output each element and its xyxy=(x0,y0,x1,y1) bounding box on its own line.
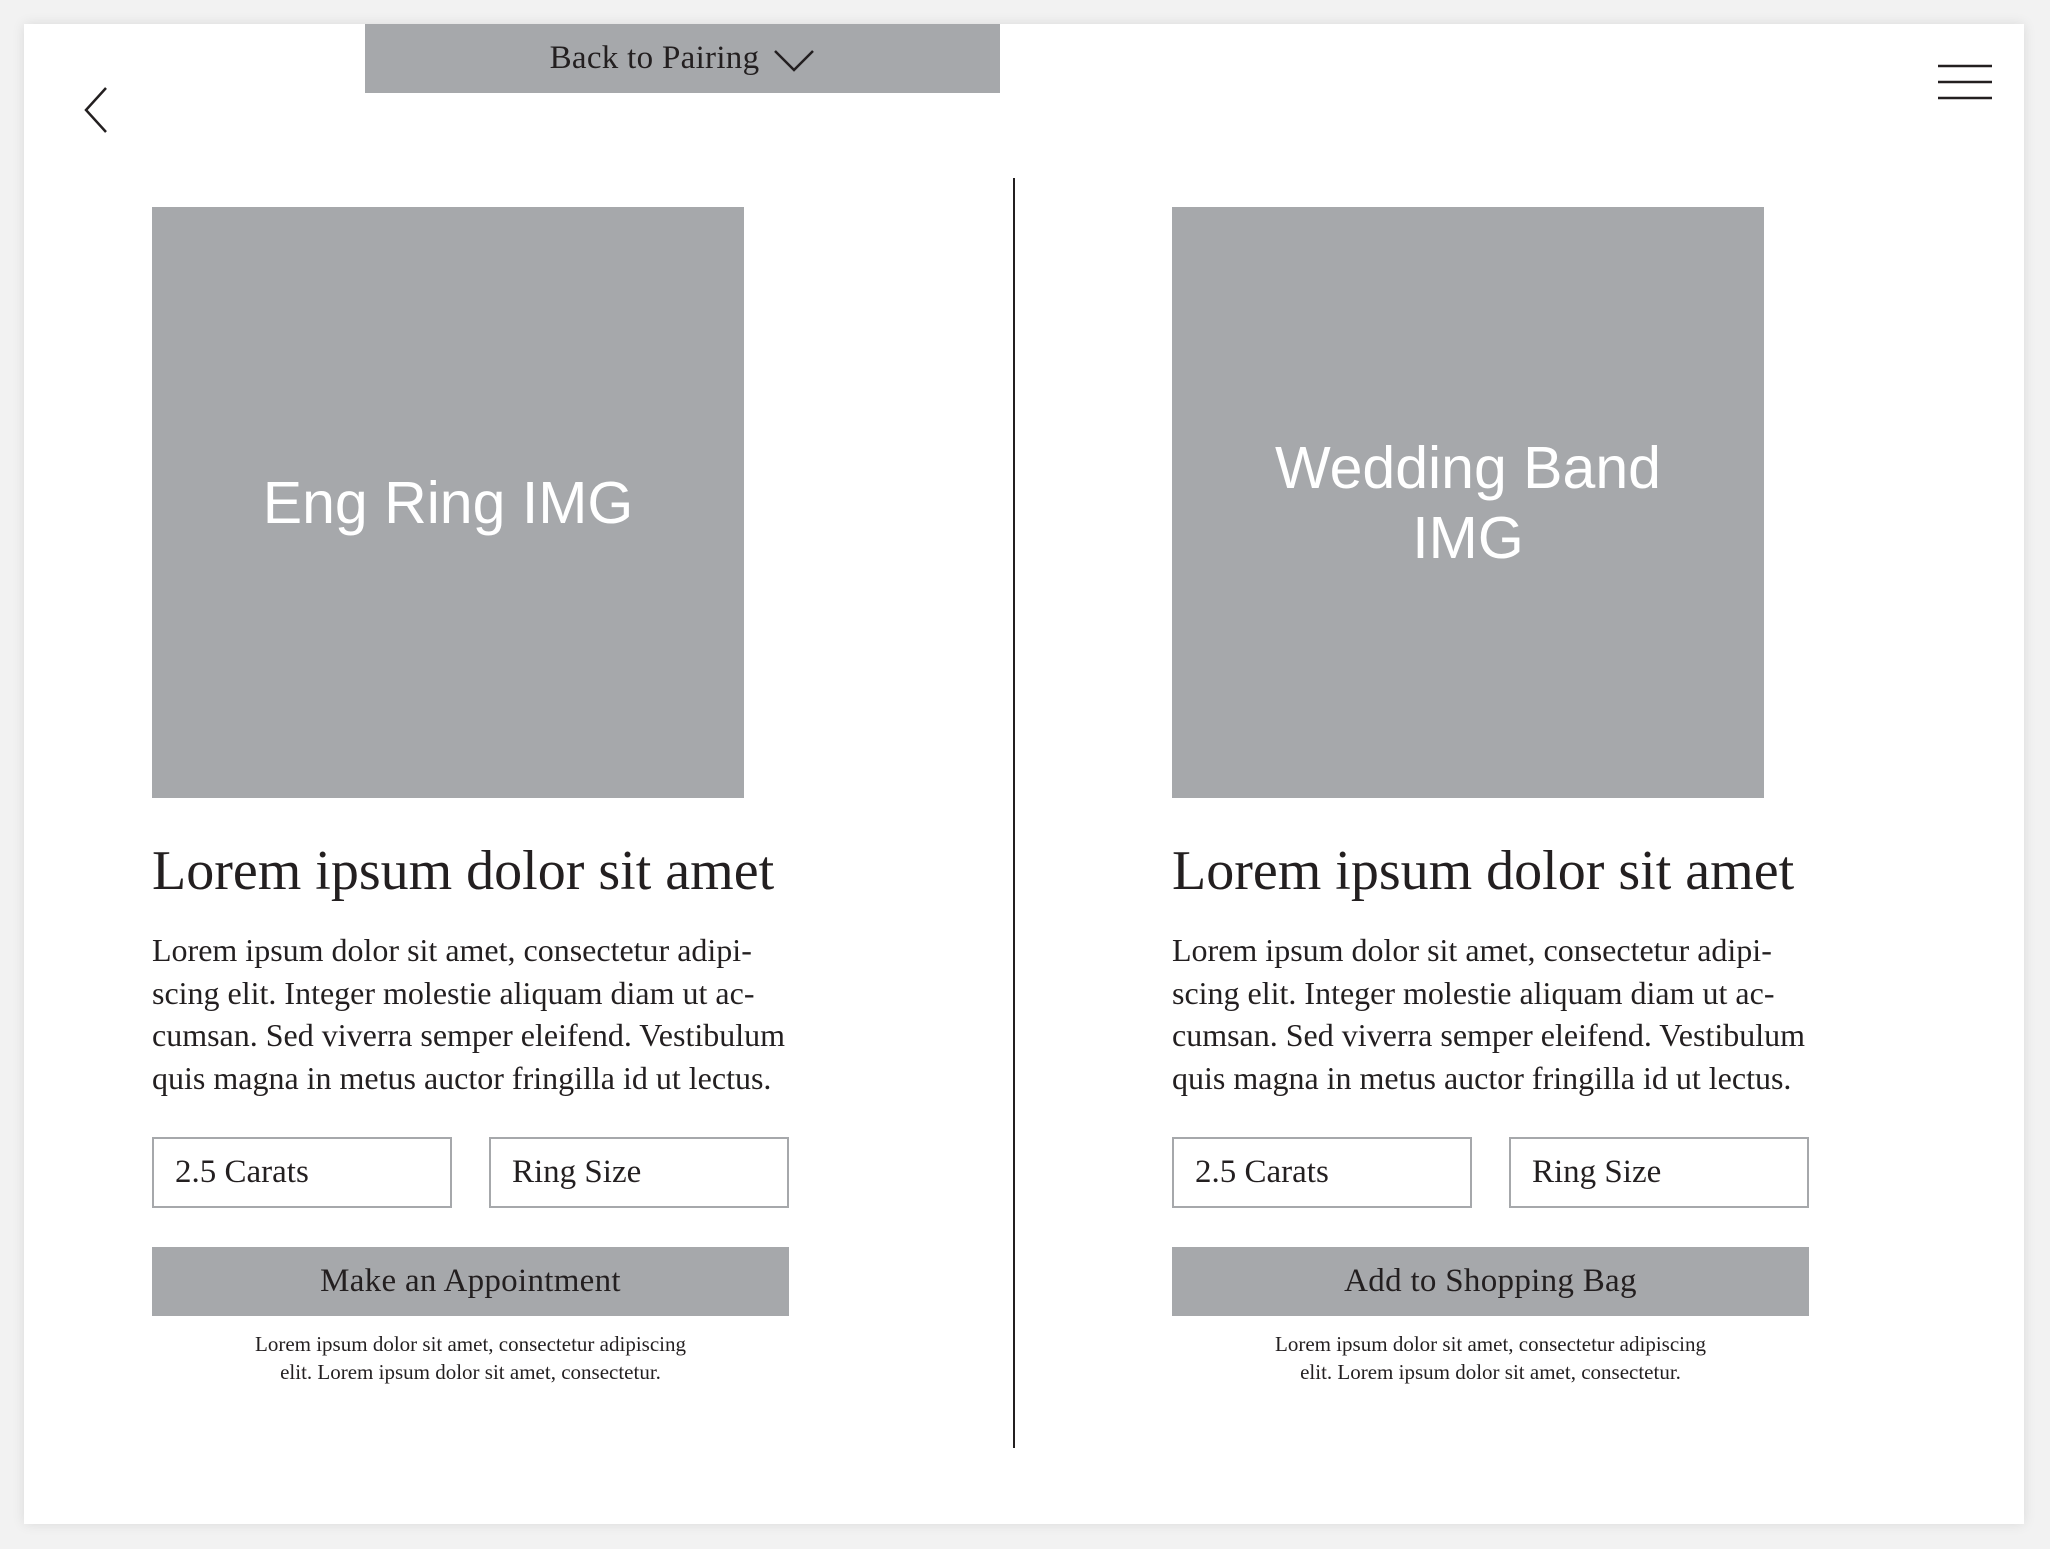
wedding-band-image-label: Wedding Band IMG xyxy=(1275,434,1661,571)
add-to-shopping-bag-label: Add to Shopping Bag xyxy=(1344,1263,1637,1299)
engagement-ring-options xyxy=(152,1137,852,1208)
back-to-pairing-button[interactable] xyxy=(365,24,1000,93)
wedding-band-options xyxy=(1172,1137,1872,1208)
wedding-band-column xyxy=(1172,207,1872,1386)
make-appointment-label: Make an Appointment xyxy=(320,1263,621,1299)
carats-value: 2.5 Carats xyxy=(175,1154,309,1190)
engagement-ring-column xyxy=(152,207,852,1386)
ring-size-field[interactable] xyxy=(1509,1137,1809,1208)
ring-size-label: Ring Size xyxy=(512,1154,642,1190)
wedding-band-image xyxy=(1172,207,1764,798)
carats-field[interactable] xyxy=(1172,1137,1472,1208)
ring-size-field[interactable] xyxy=(489,1137,789,1208)
hamburger-menu-icon[interactable] xyxy=(1938,64,1992,108)
engagement-ring-image-label: Eng Ring IMG xyxy=(262,469,634,536)
make-appointment-button[interactable] xyxy=(152,1247,789,1316)
engagement-ring-fine-print: Lorem ipsum dolor sit amet, consectetur adipiscing elit. Lorem ipsum dolor sit amet, consectetur. xyxy=(255,1332,686,1384)
carats-field[interactable] xyxy=(152,1137,452,1208)
wedding-band-fine-print: Lorem ipsum dolor sit amet, consectetur adipiscing elit. Lorem ipsum dolor sit amet, consectetur. xyxy=(1275,1332,1706,1384)
add-to-shopping-bag-button[interactable] xyxy=(1172,1247,1809,1316)
ring-size-label: Ring Size xyxy=(1532,1154,1662,1190)
chevron-down-icon xyxy=(773,48,815,74)
engagement-ring-title: Lorem ipsum dolor sit amet xyxy=(152,840,775,902)
page-frame xyxy=(24,24,2024,1524)
wedding-band-description: Lorem ipsum dolor sit amet, consectetur adipi- scing elit. Integer molestie aliquam diam ut ac- cumsan. Sed viverra semper eleifend. Vestibulum quis magna in metus auctor fringilla id ut lectus. xyxy=(1172,932,1806,1096)
engagement-ring-image xyxy=(152,207,744,798)
wedding-band-title: Lorem ipsum dolor sit amet xyxy=(1172,840,1795,902)
chevron-left-icon[interactable] xyxy=(72,80,124,140)
carats-value: 2.5 Carats xyxy=(1195,1154,1329,1190)
engagement-ring-description: Lorem ipsum dolor sit amet, consectetur adipi- scing elit. Integer molestie aliquam diam ut ac- cumsan. Sed viverra semper eleifend. Vestibulum quis magna in metus auctor fringilla id ut lectus. xyxy=(152,932,786,1096)
back-to-pairing-label: Back to Pairing xyxy=(549,40,760,76)
column-divider xyxy=(1013,178,1015,1448)
